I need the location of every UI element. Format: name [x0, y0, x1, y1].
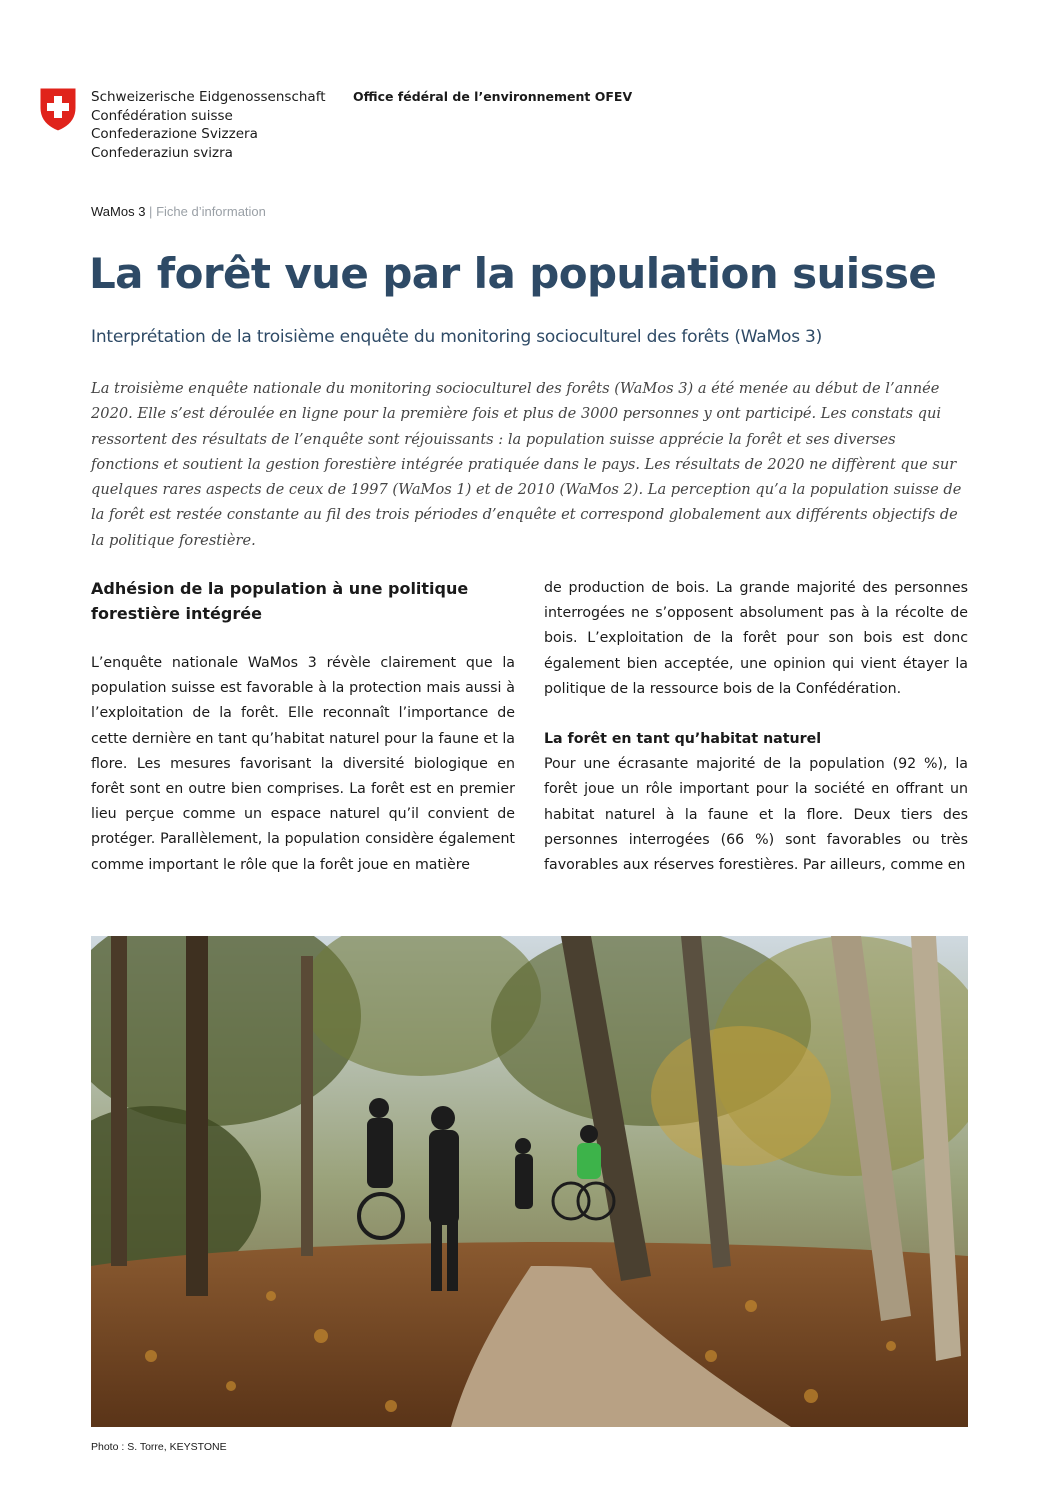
confederation-name-rm: Confederaziun svizra — [91, 145, 233, 162]
series-separator: | — [149, 204, 153, 219]
continuation-paragraph: de production de bois. La grande majorité des personnes interrogées ne s’opposent absolument pas à la récolte de bois. L’exploitation de la forêt pour son bois est donc également bien acceptée, une opinion qui vient étayer la politique de la ressource bois de la Confédération. — [544, 580, 968, 697]
confederation-name-de: Schweizerische Eidgenossenschaft — [91, 89, 326, 105]
section-heading: Adhésion de la population à une politique forestière intégrée — [91, 579, 469, 623]
swiss-coat-of-arms-icon — [38, 86, 78, 132]
photo-credit: Photo : S. Torre, KEYSTONE — [91, 1441, 227, 1453]
page-subtitle: Interprétation de la troisième enquête du monitoring socioculturel des forêts (WaMos 3) — [91, 327, 823, 347]
page-title: La forêt vue par la population suisse — [89, 249, 937, 298]
section-paragraph: L’enquête nationale WaMos 3 révèle clairement que la population suisse est favorable à la protection mais aussi à l’exploitation de la forêt. Elle reconnaît l’importance de cette dernière en tant qu’habitat naturel pour la faune et la flore. Les mesures favorisant la diversité biologique en forêt sont en outre bien comprises. La forêt est en premier lieu perçue comme un espace naturel qu’il convient de protéger. Parallèlement, la population considère également comme important le rôle que la forêt joue en matière — [91, 655, 515, 873]
subsection-paragraph: Pour une écrasante majorité de la population (92 %), la forêt joue un rôle important pour la société en offrant un habitat naturel à la faune et la flore. Deux tiers des personnes interrogées (66 %) sont favorables ou très favorables aux réserves forestières. Par ailleurs, comme en — [544, 756, 968, 874]
document-series — [91, 204, 266, 219]
subsection-heading: La forêt en tant qu’habitat naturel — [544, 731, 822, 748]
document-kind: Fiche d’information — [156, 204, 266, 219]
confederation-names — [91, 88, 326, 163]
confederation-name-it: Confederazione Svizzera — [91, 126, 258, 143]
right-column — [544, 576, 968, 878]
lead-paragraph: La troisième enquête nationale du monitoring socioculturel des forêts (WaMos 3) a été menée au début de l’année 2020. Elle s’est déroulée en ligne pour la première fois et plus de 3000 personnes y ont participé. Les constats qui ressortent des résultats de l’enquête sont réjouissants : la population suisse apprécie la forêt et ses diverses fonctions et soutient la gestion forestière intégrée pratiquée dans le pays. Les résultats de 2020 ne diffèrent que sur quelques rares aspects de ceux de 1997 (WaMos 1) et de 2010 (WaMos 2). La perception qu’a la population suisse de la forêt est restée constante au fil des trois périodes d’enquête et correspond globalement aux différents objectifs de la politique forestière. — [91, 380, 962, 549]
confederation-name-fr: Confédération suisse — [91, 107, 233, 124]
series-name: WaMos 3 — [91, 204, 146, 219]
left-column — [91, 576, 515, 878]
forest-photo — [91, 936, 968, 1427]
office-name: Office fédéral de l’environnement OFEV — [353, 89, 633, 104]
